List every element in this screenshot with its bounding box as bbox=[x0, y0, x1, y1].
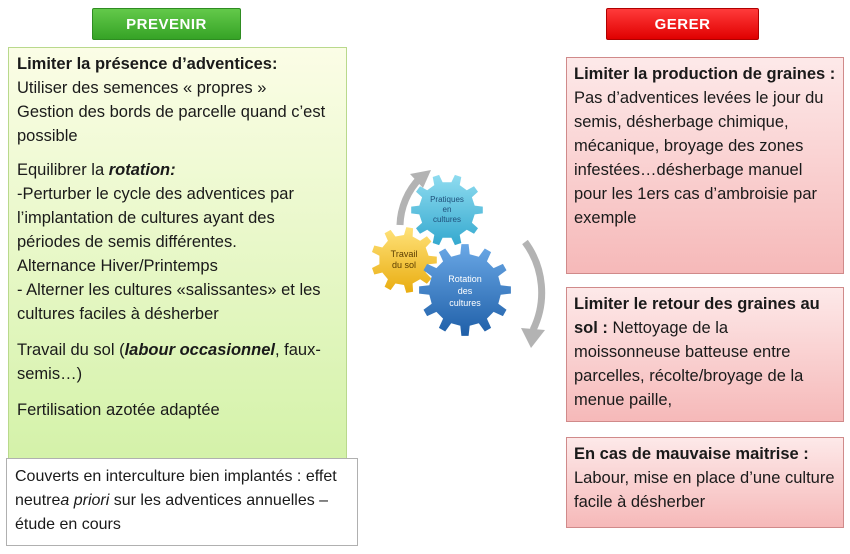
practices-label-3: cultures bbox=[432, 215, 462, 224]
gerer-box1-title: Limiter la production de graines : bbox=[574, 65, 836, 83]
practices-label-1: Pratiques bbox=[430, 195, 464, 204]
prevenir-label: PREVENIR bbox=[92, 8, 241, 40]
gerer-box1-text: Pas d’adventices levées le jour du semis, désherbage chimique, mécanique, broyage des zones infestées…désherbage manuel pour les 1ers cas d’ambroisie par exemple bbox=[574, 89, 824, 227]
gerer-box3-text: Labour, mise en place d’une culture facile à désherber bbox=[574, 469, 835, 511]
rotation-prefix: Equilibrer la bbox=[17, 161, 105, 179]
rotation-line3: - Alterner les cultures «salissantes» et les cultures faciles à désherber bbox=[17, 281, 321, 323]
prevenir-line2: Gestion des bords de parcelle quand c’est possible bbox=[17, 103, 326, 145]
rotation-line1: -Perturber le cycle des adventices par l’implantation de cultures ayant des périodes de semis différentes. bbox=[17, 185, 294, 251]
soil-label-2: du sol bbox=[391, 260, 417, 270]
rotation-label-1: Rotation bbox=[448, 274, 482, 284]
gerer-box2-text: Nettoyage de la moissonneuse batteuse entre parcelles, récolte/broyage de la menue paille, bbox=[574, 319, 804, 409]
cycle-arrow-right-head bbox=[521, 328, 545, 348]
gears-diagram bbox=[355, 150, 570, 360]
couverts-text-before: Couverts en interculture bien implantés : effet neutre bbox=[15, 468, 337, 509]
soil-label-1: Travail bbox=[390, 249, 418, 259]
gerer-box-production bbox=[566, 57, 844, 274]
rotation-label-3: cultures bbox=[449, 298, 481, 308]
gerer-box2-title: Limiter le retour des graines au sol : bbox=[574, 295, 820, 337]
rotation-heading bbox=[17, 158, 338, 182]
rotation-label-2: des bbox=[457, 286, 473, 296]
sol-line bbox=[17, 338, 338, 386]
prevenir-box bbox=[8, 47, 347, 460]
gerer-box3-title: En cas de mauvaise maitrise : bbox=[574, 445, 809, 463]
sol-italic: labour occasionnel bbox=[124, 341, 275, 359]
gerer-box-retour bbox=[566, 287, 844, 422]
couverts-italic: a priori bbox=[60, 492, 110, 509]
sol-prefix: Travail du sol ( bbox=[17, 341, 125, 359]
sol-suffix: , faux-semis…) bbox=[17, 341, 321, 383]
ferti-line: Fertilisation azotée adaptée bbox=[17, 401, 220, 419]
prevenir-title: Limiter la présence d’adventices: bbox=[17, 55, 278, 73]
couverts-text-after: sur les adventices annuelles – étude en cours bbox=[15, 492, 329, 533]
cycle-arrow-right bbox=[525, 242, 542, 330]
cycle-arrow-top bbox=[400, 178, 420, 225]
prevenir-line1: Utiliser des semences « propres » bbox=[17, 79, 267, 97]
rotation-line2: Alternance Hiver/Printemps bbox=[17, 257, 218, 275]
gerer-box-maitrise bbox=[566, 437, 844, 528]
couverts-box bbox=[6, 458, 358, 546]
practices-label-2: en bbox=[442, 205, 452, 214]
gerer-label: GERER bbox=[606, 8, 759, 40]
rotation-word: rotation: bbox=[108, 161, 176, 179]
